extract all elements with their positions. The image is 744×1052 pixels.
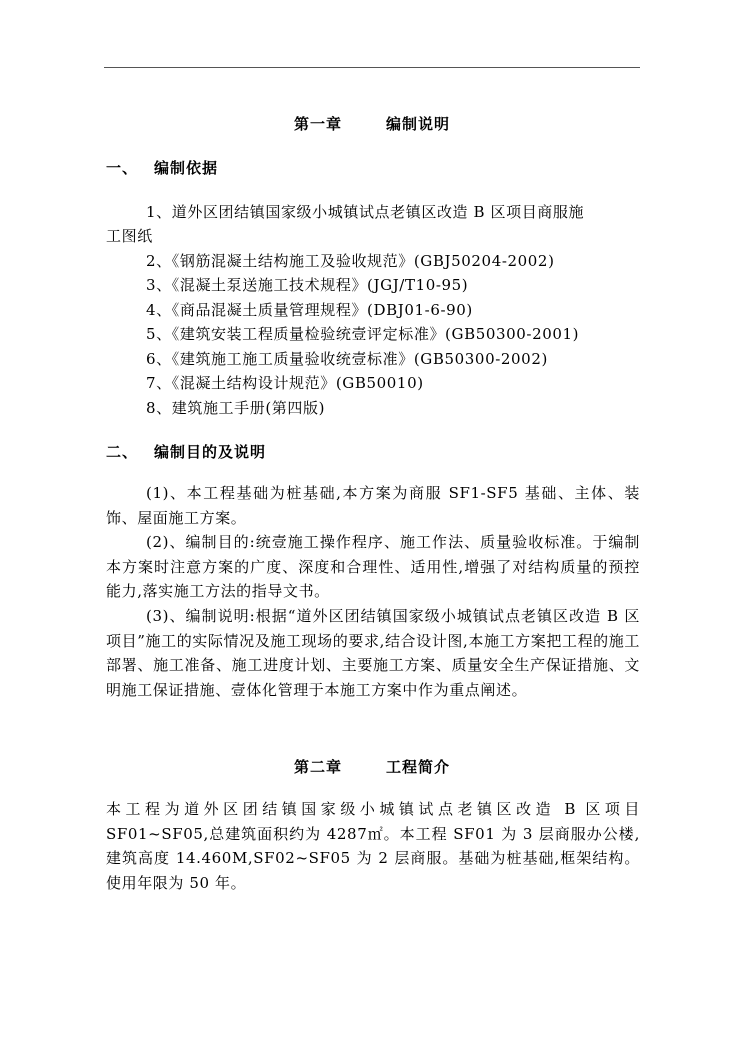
section-1-heading (106, 157, 218, 178)
section-1-number: 一、 (106, 159, 139, 177)
section-1-title: 编制依据 (154, 159, 219, 177)
section-2-number: 二、 (106, 443, 139, 461)
purpose-paragraph: (3)、编制说明:根据“道外区团结镇国家级小城镇试点老镇区改造 B 区项目”施工的实际情况及施工现场的要求,结合设计图,本施工方案把工程的施工部署、施工准备、施工进度计划、主要施工方案、质量安全生产保证措施、文明施工保证措施、壹体化管理于本施工方案中作为重点阐述。 (106, 607, 640, 699)
header-rule (104, 67, 640, 68)
chapter-2-number: 第二章 (293, 758, 342, 776)
basis-item: 8、建筑施工手册(第四版) (146, 399, 326, 417)
basis-item: 5、《建筑安装工程质量检验统壹评定标准》(GB50300-2001) (146, 325, 580, 343)
basis-item: 2、《钢筋混凝土结构施工及验收规范》(GBJ50204-2002) (146, 252, 555, 270)
chapter-1-heading (104, 113, 640, 134)
purpose-paragraph: (2)、编制目的:统壹施工操作程序、施工作法、质量验收标准。于编制本方案时注意方案的广度、深度和合理性、适用性,增强了对结构质量的预控能力,落实施工方法的指导文书。 (106, 533, 640, 600)
chapter-1-number: 第一章 (293, 115, 342, 133)
section-2-title: 编制目的及说明 (154, 443, 267, 461)
basis-item: 3、《混凝土泵送施工技术规程》(JGJ/T10-95) (146, 276, 469, 294)
chapter-1-title: 编制说明 (386, 115, 451, 133)
section-2-heading (106, 441, 266, 462)
chapter-2-title: 工程简介 (386, 758, 451, 776)
purpose-paragraph: (1)、本工程基础为桩基础,本方案为商服 SF1-SF5 基础、主体、装饰、屋面施工方案。 (106, 484, 640, 527)
project-intro-paragraph: 本工程为道外区团结镇国家级小城镇试点老镇区改造 B 区项目 SF01~SF05,总建筑面积约为 4287㎡。本工程 SF01 为 3 层商服办公楼,建筑高度 14.460M,SF02~SF05 为 2 层商服。基础为桩基础,框架结构。使用年限为 50 年。 (106, 800, 640, 892)
basis-item: 7、《混凝土结构设计规范》(GB50010) (146, 374, 424, 392)
basis-item-continued: 工图纸 (106, 227, 153, 245)
basis-item: 1、道外区团结镇国家级小城镇试点老镇区改造 B 区项目商服施 (146, 203, 585, 221)
basis-item: 6、《建筑施工施工质量验收统壹标准》(GB50300-2002) (146, 350, 548, 368)
chapter-2-heading (104, 756, 640, 777)
basis-item: 4、《商品混凝土质量管理规程》(DBJ01-6-90) (146, 301, 473, 319)
